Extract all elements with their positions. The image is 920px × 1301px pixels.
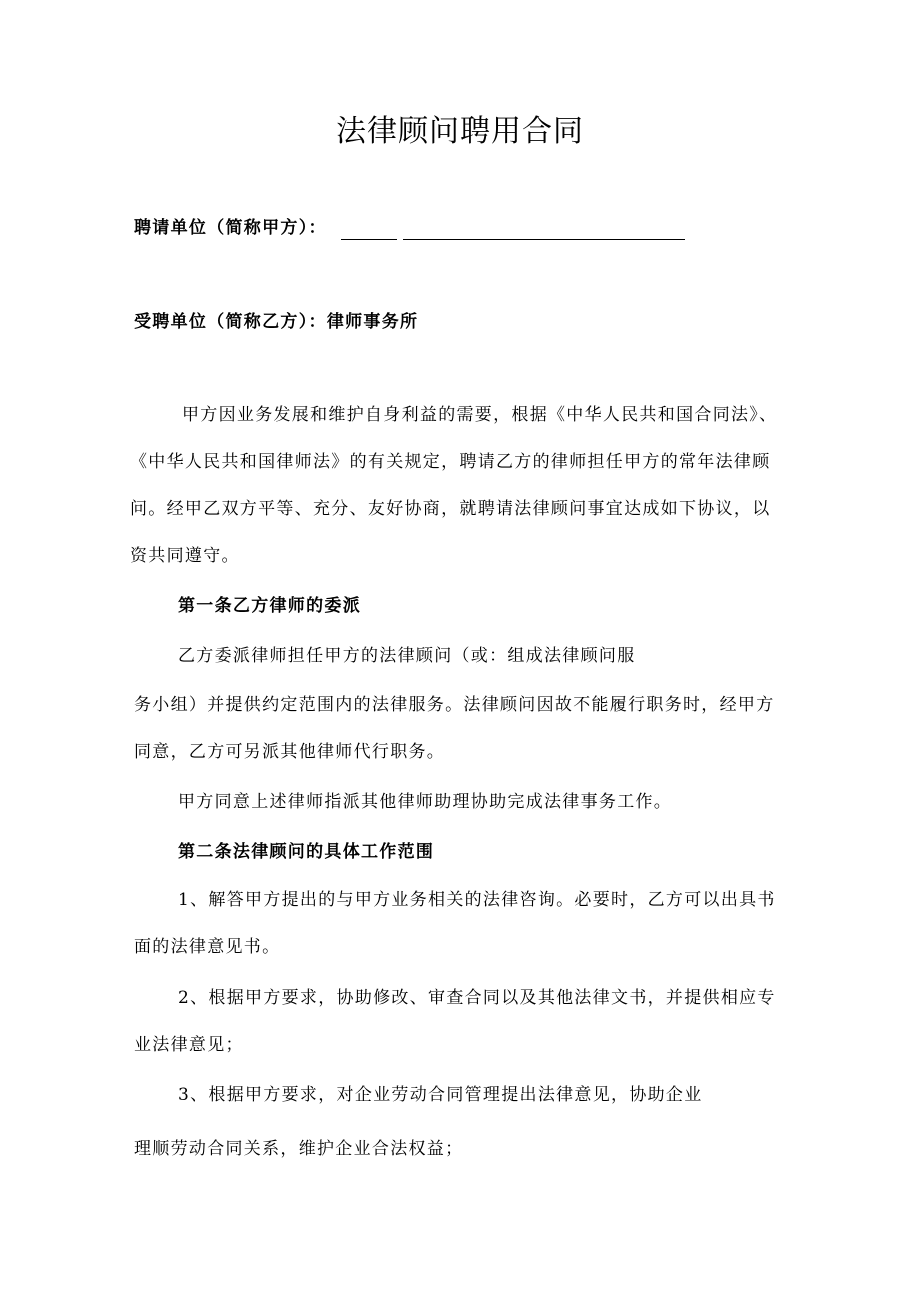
employee-label: 受聘单位（简称乙方）： bbox=[134, 312, 327, 332]
article1-para1-line-3: 同意，乙方可另派其他律师代行职务。 bbox=[134, 742, 446, 762]
article2-item2-line-1: 2、根据甲方要求，协助修改、审查合同以及其他法律文书，并提供相应专 bbox=[178, 988, 776, 1008]
article2-item3-line-2: 理顺劳动合同关系，维护企业合法权益； bbox=[134, 1139, 464, 1159]
employer-line bbox=[134, 216, 685, 240]
employee-line bbox=[134, 310, 418, 334]
article2-item1-line-2: 面的法律意见书。 bbox=[134, 937, 281, 957]
article1-para2: 甲方同意上述律师指派其他律师助理协助完成法律事务工作。 bbox=[178, 792, 673, 812]
article2-item2-line-2: 业法律意见； bbox=[134, 1035, 244, 1055]
employer-label: 聘请单位（简称甲方）： bbox=[134, 218, 327, 238]
page-title: 法律顾问聘用合同 bbox=[336, 114, 584, 149]
article1-para1-line-2: 务小组）并提供约定范围内的法律服务。法律顾问因故不能履行职务时，经甲方 bbox=[134, 695, 775, 715]
employer-blank-short bbox=[341, 221, 397, 240]
article2-item1-line-1: 1、解答甲方提出的与甲方业务相关的法律咨询。必要时，乙方可以出具书 bbox=[178, 890, 776, 910]
preamble-line-1: 甲方因业务发展和维护自身利益的需要，根据《中华人民共和国合同法》、 bbox=[182, 405, 778, 425]
article2-item3-line-1: 3、根据甲方要求，对企业劳动合同管理提出法律意见，协助企业 bbox=[178, 1085, 703, 1105]
preamble-line-2: 《中华人民共和国律师法》的有关规定，聘请乙方的律师担任甲方的常年法律顾 bbox=[130, 452, 771, 472]
article1-para1-line-1: 乙方委派律师担任甲方的法律顾问（或：组成法律顾问服 bbox=[178, 646, 636, 666]
employee-value: 律师事务所 bbox=[326, 312, 419, 332]
preamble-line-3: 问。经甲乙双方平等、充分、友好协商，就聘请法律顾问事宜达成如下协议，以 bbox=[130, 499, 771, 519]
article2-heading: 第二条法律顾问的具体工作范围 bbox=[178, 842, 435, 862]
preamble-line-4: 资共同遵守。 bbox=[130, 546, 240, 566]
article1-heading: 第一条乙方律师的委派 bbox=[178, 596, 361, 616]
employer-blank-long bbox=[403, 221, 685, 240]
